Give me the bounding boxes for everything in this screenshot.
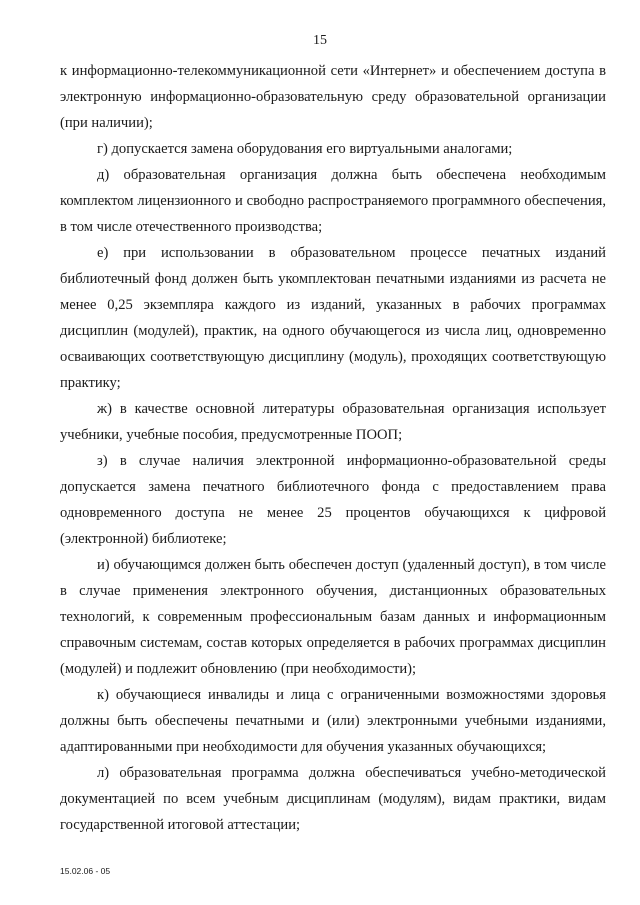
- paragraph-item-g: г) допускается замена оборудования его виртуальными аналогами;: [97, 141, 513, 157]
- paragraph-continuation: к информационно-телекоммуникационной сети «Интернет» и обеспечением доступа в электронную информационно-образовательную среду образовательной организации (при наличии);: [60, 63, 606, 131]
- paragraph-item-k: к) обучающиеся инвалиды и лица с ограниченными возможностями здоровья должны быть обеспечены печатными и (или) электронными учебными изданиями, адаптированными при необходимости для обучения указанных обучающихся;: [60, 687, 606, 755]
- document-body: [60, 58, 606, 838]
- paragraph-item-i: и) обучающимся должен быть обеспечен доступ (удаленный доступ), в том числе в случае применения электронного обучения, дистанционных образовательных технологий, к современным профессиональным базам данных и информационным справочным системам, состав которых определяется в рабочих программах дисциплин (модулей) и подлежит обновлению (при необходимости);: [60, 557, 606, 677]
- paragraph-item-e: е) при использовании в образовательном процессе печатных изданий библиотечный фонд должен быть укомплектован печатными изданиями из расчета не менее 0,25 экземпляра каждого из изданий, указанных в рабочих программах дисциплин (модулей), практик, на одного обучающегося из числа лиц, одновременно осваивающих соответствующую дисциплину (модуль), проходящих соответствующую практику;: [60, 245, 606, 391]
- paragraph-item-z: з) в случае наличия электронной информационно-образовательной среды допускается замена печатного библиотечного фонда с предоставлением права одновременного доступа не менее 25 процентов обучающихся к цифровой (электронной) библиотеке;: [60, 453, 606, 547]
- paragraph-item-l: л) образовательная программа должна обеспечиваться учебно-методической документацией по всем учебным дисциплинам (модулям), видам практики, видам государственной итоговой аттестации;: [60, 765, 606, 833]
- paragraph-item-d: д) образовательная организация должна быть обеспечена необходимым комплектом лицензионного и свободно распространяемого программного обеспечения, в том числе отечественного производства;: [60, 167, 606, 235]
- paragraph-item-zh: ж) в качестве основной литературы образовательная организация использует учебники, учебные пособия, предусмотренные ПООП;: [60, 401, 606, 443]
- page-number: 15: [313, 33, 327, 48]
- document-code: 15.02.06 - 05: [60, 866, 111, 876]
